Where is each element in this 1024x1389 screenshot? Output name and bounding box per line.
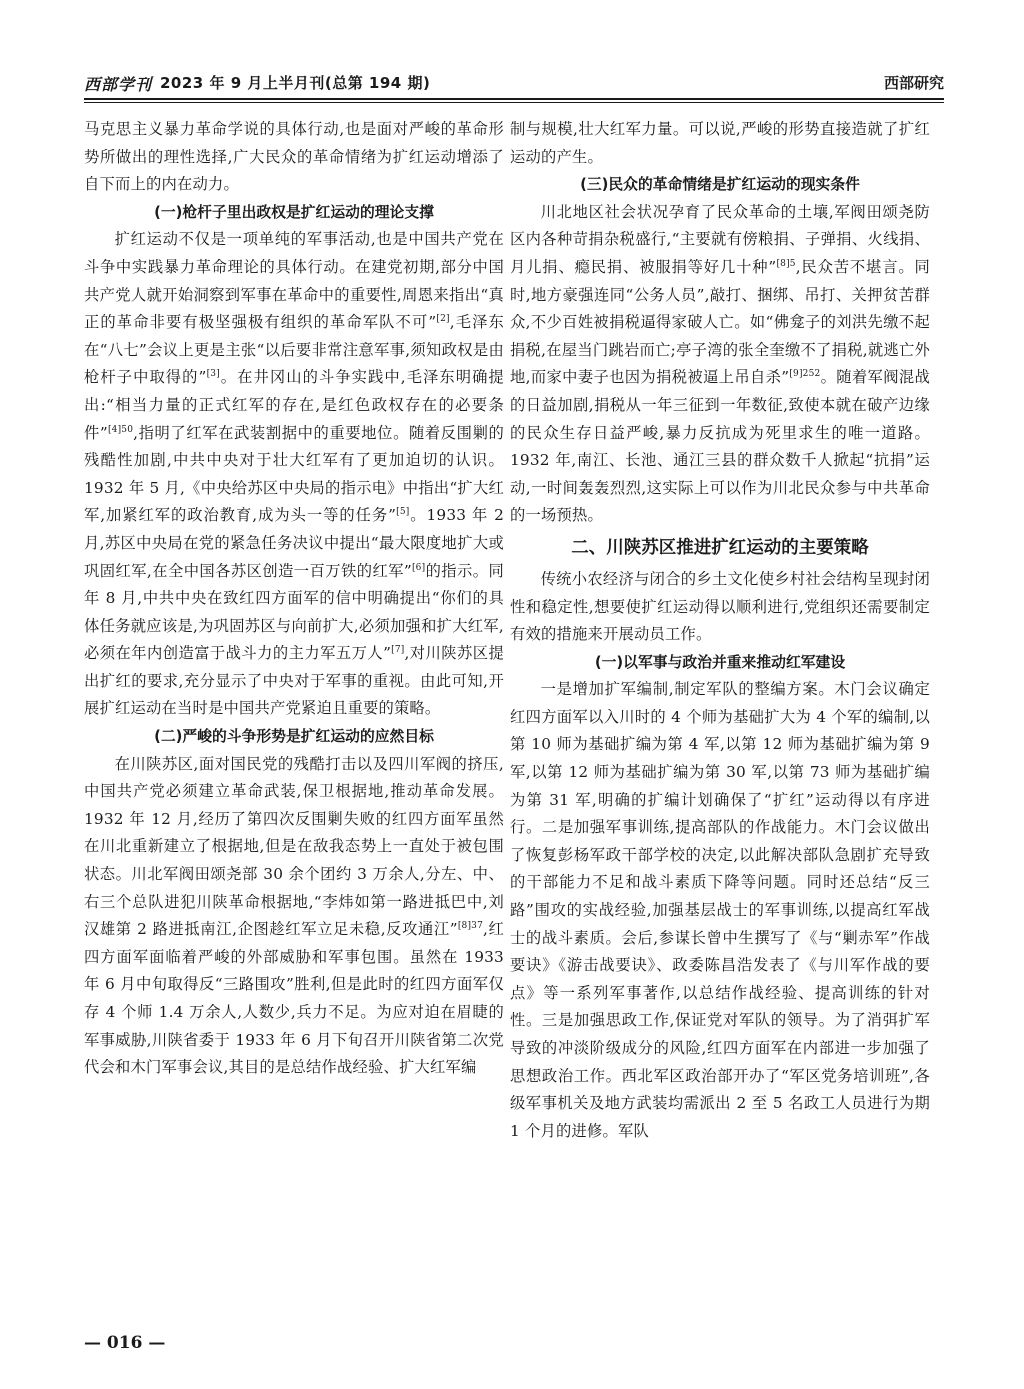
header-rule [84, 98, 944, 100]
paragraph-situation: 在川陕苏区,面对国民党的残酷打击以及四川军阀的挤压,中国共产党必须建立革命武装,保卫根据地,推动革命发展。1932 年 12 月,经历了第四次反围剿失败的红四方面军虽然在川北重新建立了根据地,但是在敌我态势上一直处于被包围状态。川北军阀田颂尧部 30 余个团约 3 万余人,分左、中、右三个总队进犯川陕革命根据地,“李炜如第一路进抵巴中,刘汉雄第 2 路进抵南江,企图趁红军立足未稳,反攻通江”$^{[8]37}$,红四方面军面临着严峻的外部威胁和军事包围。虽然在 1933 年 6 月中旬取得反“三路围攻”胜利,但是此时的红四方面军仅存 4 个师 1.4 万余人,人数少,兵力不足。为应对迫在眉睫的军事威胁,川陕省委于 1933 年 6 月下旬召开川陕省第二次党代会和木门军事会议,其目的是总结作战经验、扩大红军编 [84, 754, 504, 1077]
citation-ref: [7] [391, 645, 405, 656]
citation-ref: [9]252 [789, 369, 821, 380]
section-heading-2: 二、川陕苏区推进扩红运动的主要策略 [571, 537, 869, 558]
citation-ref: [4]50 [107, 424, 134, 435]
citation-ref: [8]37 [457, 921, 484, 932]
paragraph-intro-strategy: 传统小农经济与闭合的乡土文化使乡村社会结构呈现封闭性和稳定性,想要使扩红运动得以顺利进行,党组织还需要制定有效的措施来开展动员工作。 [510, 569, 930, 644]
issue-info: 2023 年 9 月上半月刊(总第 194 期) [160, 74, 431, 92]
journal-masthead: 西部学刊 [84, 75, 153, 94]
paragraph-theory: 扩红运动不仅是一项单纯的军事活动,也是中国共产党在斗争中实践暴力革命理论的具体行动。在建党初期,部分中国共产党人就开始洞察到军事在革命中的重要性,周恩来指出“真正的革命非要有极坚强极有组织的革命军队不可”[2],毛泽东在“八七”会议上更是主张“以后要非常注意军事,须知政权是由枪杆子中取得的”[3]。在井冈山的斗争实践中,毛泽东明确提出:“相当力量的正式红军的存在,是红色政权存在的必要条件”$^{[4]50}$,指明了红军在武装割据中的重要地位。随着反围剿的残酷性加剧,中共中央对于壮大红军有了更加迫切的认识。1932 年 5 月,《中央给苏区中央局的指示电》中指出“扩大红军,加紧红军的政治教育,成为头一等的任务”[5]。1933 年 2 月,苏区中央局在党的紧急任务决议中提出“最大限度地扩大或巩固红军,在全中国各苏区创造一百万铁的红军”[6]的指示。同年 8 月,中共中央在致红四方面军的信中明确提出“你们的具体任务就应该是,为巩固苏区与向前扩大,必须加强和扩大红军,必须在年内创造富于战斗力的主力军五万人”[7],对川陕苏区提出扩红的要求,充分显示了中央对于军事的重视。由此可知,开展扩红运动在当时是中国共产党紧迫且重要的策略。 [84, 230, 505, 718]
citation-ref: [2] [436, 314, 450, 325]
subheading-4: (一)以军事与政治并重来推动红军建设 [594, 653, 846, 671]
subheading-3: (三)民众的革命情绪是扩红运动的现实条件 [580, 176, 860, 194]
subheading-1: (一)枪杆子里出政权是扩红运动的理论支撑 [154, 203, 434, 221]
citation-ref: [6] [411, 562, 426, 573]
citation-ref: [8]5 [776, 258, 796, 269]
running-header [84, 68, 944, 102]
paragraph-continued-right: 制与规模,壮大红军力量。可以说,严峻的形势直接造就了扩红运动的产生。 [510, 120, 930, 166]
paragraph-military-political: 一是增加扩军编制,制定军队的整编方案。木门会议确定红四方面军以入川时的 4 个师为基础扩大为 4 个军的编制,以第 10 师为基础扩编为第 4 军,以第 12 师为基础扩编为第 9 军,以第 12 师为基础扩编为第 30 军,以第 73 师为基础扩编为第 31 军,明确的扩编计划确保了“扩红”运动得以有序进行。二是加强军事训练,提高部队的作战能力。木门会议做出了恢复彭杨军政干部学校的决定,以此解决部队急剧扩充导致的干部能力不足和战斗素质下降等问题。同时还总结“反三路”围攻的实战经验,加强基层战士的军事训练,以提高红军战士的战斗素质。会后,参谋长曾中生撰写了《与“剿赤军”作战要诀》《游击战要诀》、政委陈昌浩发表了《与川军作战的要点》等一系列军事著作,以总结作战经验、提高训练的针对性。三是加强思政工作,保证党对军队的领导。为了消弭扩军导致的冲淡阶级成分的风险,红四方面军在内部进一步加强了思想政治工作。西北军区政治部开办了“军区党务培训班”,各级军事机关及地方武装均需派出 2 至 5 名政工人员进行为期 1 个月的进修。军队 [510, 680, 930, 1140]
page-number: — 016 — [84, 1333, 166, 1353]
paragraph-continued: 马克思主义暴力革命学说的具体行动,也是面对严峻的革命形势所做出的理性选择,广大民众的革命情绪为扩红运动增添了自下而上的内在动力。 [84, 120, 504, 194]
citation-ref: [3] [206, 369, 220, 380]
citation-ref: [5] [396, 507, 410, 518]
right-column [510, 116, 930, 1145]
section-name: 西部研究 [883, 74, 944, 92]
subheading-2: (二)严峻的斗争形势是扩红运动的应然目标 [154, 728, 434, 746]
left-column [84, 116, 504, 1082]
header-rule-thin [84, 102, 944, 103]
paragraph-sentiment: 川北地区社会状况孕育了民众革命的土壤,军阀田颂尧防区内各种苛捐杂税盛行,“主要就有傍粮捐、子弹捐、火线捐、月儿捐、瘾民捐、被服捐等好几十种”$^{[8]5}$,民众苦不堪言。同时,地方豪强连同“公务人员”,敲打、捆绑、吊打、关押贫苦群众,不少百姓被捐税逼得家破人亡。如“佛龛子的刘洪先缴不起捐税,在屋当门跳岩而亡;亭子湾的张全奎缴不了捐税,就逃亡外地,而家中妻子也因为捐税被逼上吊自杀”$^{[9]252}$。随着军阀混战的日益加剧,捐税从一年三征到一年数征,致使本就在破产边缘的民众生存日益严峻,暴力反抗成为死里求生的唯一道路。1932 年,南江、长池、通江三县的群众数千人掀起“抗捐”运动,一时间轰轰烈烈,这实际上可以作为川北民众参与中共革命的一场预热。 [510, 202, 931, 525]
